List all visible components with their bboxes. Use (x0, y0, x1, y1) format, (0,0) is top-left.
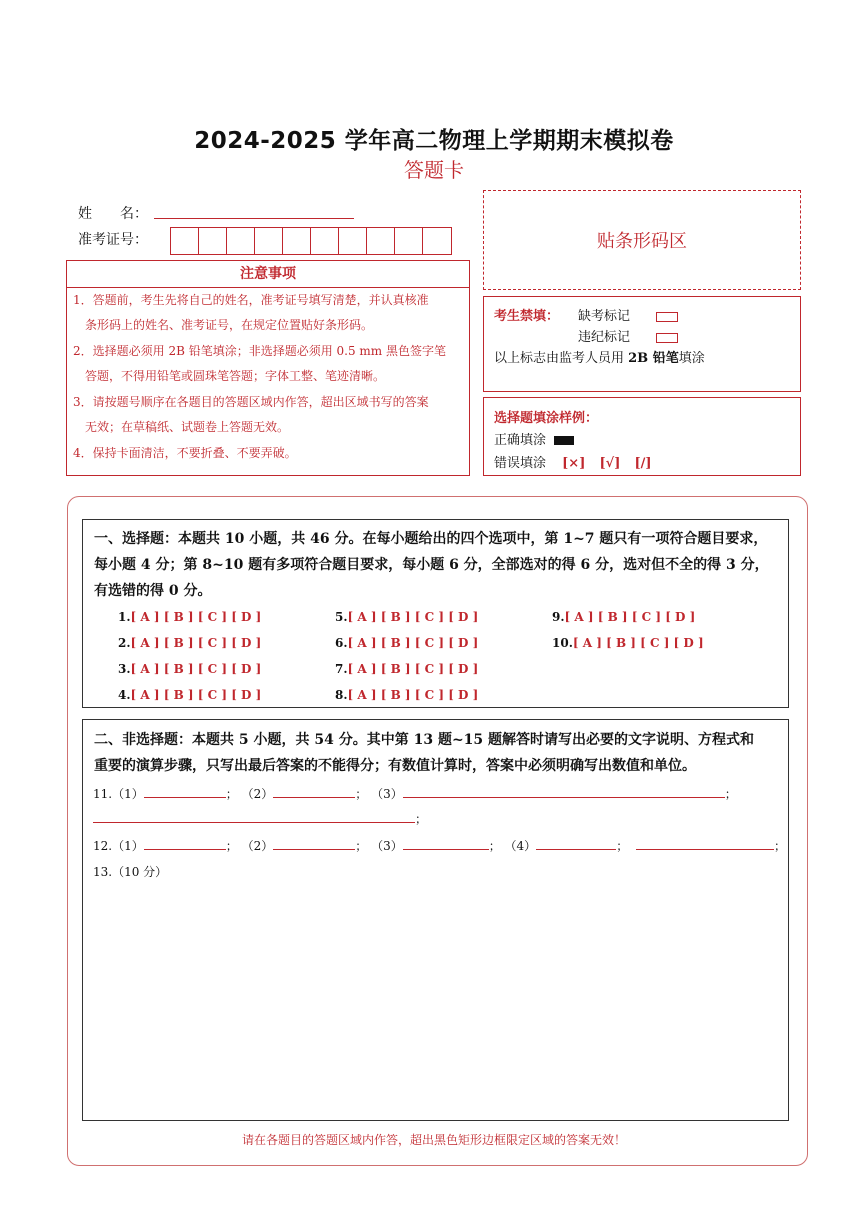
notice-item: 4．保持卡面清洁，不要折叠、不要弄破。 (73, 446, 297, 460)
answer-blank[interactable] (636, 838, 774, 850)
violation-label: 违纪标记 (578, 330, 631, 345)
choice-question-10[interactable] (552, 636, 704, 650)
answer-blank[interactable] (93, 811, 415, 823)
separator: ； (355, 839, 368, 853)
choice-options[interactable]: [ A ] [ B ] [ C ] [ D ] (130, 636, 262, 650)
wrong-fill-label: 错误填涂 (494, 456, 547, 471)
choice-options[interactable]: [ A ] [ B ] [ C ] [ D ] (130, 688, 262, 702)
section1-heading-line: 有选错的得 0 分。 (94, 583, 212, 599)
wrong-mark: [×] (562, 456, 586, 471)
separator: ； (355, 787, 368, 801)
absent-mark-box (656, 312, 678, 322)
question-number: 5. (335, 610, 348, 624)
choice-question-8[interactable] (335, 688, 478, 702)
correct-fill-label: 正确填涂 (494, 433, 547, 448)
answer-blank[interactable] (273, 838, 355, 850)
absent-label: 缺考标记 (578, 309, 631, 324)
section-choice (82, 519, 789, 708)
separator: ； (724, 787, 737, 801)
question-13-label: 13.（10 分） (93, 865, 168, 879)
wrong-mark: [√] (599, 456, 621, 471)
separator: ； (415, 812, 428, 826)
forbidden-note (494, 347, 705, 366)
id-number-boxes[interactable] (170, 227, 452, 255)
part-label: （1） (112, 839, 144, 853)
wrong-mark: [/] (634, 456, 652, 471)
id-digit-cell[interactable] (339, 228, 367, 254)
choice-options[interactable]: [ A ] [ B ] [ C ] [ D ] (130, 662, 262, 676)
page-title: 2024-2025 学年高二物理上学期期末模拟卷 (194, 128, 674, 154)
choice-question-4[interactable] (118, 688, 261, 702)
id-digit-cell[interactable] (255, 228, 283, 254)
fill-sample-label: 选择题填涂样例： (494, 411, 599, 426)
id-digit-cell[interactable] (199, 228, 227, 254)
question-number: 8. (335, 688, 348, 702)
section2-heading-line: 二、非选择题：本题共 5 小题，共 54 分。其中第 13 题~15 题解答时请写出必要的文字说明、方程式和 (94, 732, 755, 748)
barcode-area (483, 190, 801, 290)
answer-blank[interactable] (403, 838, 489, 850)
question-number: 1. (118, 610, 131, 624)
choice-question-1[interactable] (118, 610, 261, 624)
question-number: 3. (118, 662, 131, 676)
section2-heading-line: 重要的演算步骤，只写出最后答案的不能得分；有数值计算时，答案中必须明确写出数值和单位。 (94, 758, 696, 774)
choice-question-3[interactable] (118, 662, 261, 676)
id-digit-cell[interactable] (367, 228, 395, 254)
id-digit-cell[interactable] (227, 228, 255, 254)
section1-heading-line: 每小题 4 分；第 8~10 题有多项符合题目要求，每小题 6 分，全部选对的得 6 分，选对但不全的得 3 分， (94, 557, 769, 573)
notice-item: 1．答题前，考生先将自己的姓名，准考证号填写清楚，并认真核准 (73, 293, 429, 307)
choice-options[interactable]: [ A ] [ B ] [ C ] [ D ] (347, 610, 479, 624)
forbidden-label: 考生禁填： (494, 309, 560, 324)
forbidden-note-prefix: 以上标志由监考人员用 (494, 351, 629, 366)
question-13-answer-area[interactable] (93, 886, 779, 1112)
footer-warning: 请在各题目的答题区域内作答，超出黑色矩形边框限定区域的答案无效！ (241, 1133, 626, 1147)
name-field[interactable] (154, 218, 354, 219)
question-number: 6. (335, 636, 348, 650)
choice-question-7[interactable] (335, 662, 478, 676)
notice-item: 无效；在草稿纸、试题卷上答题无效。 (73, 420, 290, 434)
separator: ； (225, 787, 238, 801)
choice-question-6[interactable] (335, 636, 478, 650)
choice-options[interactable]: [ A ] [ B ] [ C ] [ D ] (347, 662, 479, 676)
part-label: （3） (371, 787, 403, 801)
notice-box (66, 260, 470, 476)
fill-sample-box (483, 397, 801, 476)
separator: ； (488, 839, 501, 853)
forbidden-note-suffix: 填涂 (678, 351, 705, 366)
answer-blank[interactable] (273, 786, 355, 798)
id-label: 准考证号： (78, 232, 148, 248)
choice-options[interactable]: [ A ] [ B ] [ C ] [ D ] (564, 610, 696, 624)
barcode-label: 贴条形码区 (597, 231, 687, 252)
answer-blank[interactable] (144, 838, 226, 850)
forbidden-note-bold: 2B 铅笔 (628, 351, 679, 366)
correct-fill-sample (554, 436, 574, 445)
choice-question-5[interactable] (335, 610, 478, 624)
notice-item: 2．选择题必须用 2B 铅笔填涂；非选择题必须用 0.5 mm 黑色签字笔 (73, 344, 447, 358)
notice-heading: 注意事项 (67, 261, 469, 288)
choice-options[interactable]: [ A ] [ B ] [ C ] [ D ] (572, 636, 704, 650)
question-12 (93, 837, 786, 854)
question-number: 4. (118, 688, 131, 702)
separator: ； (616, 839, 629, 853)
notice-item: 3．请按题号顺序在各题目的答题区域内作答，超出区域书写的答案 (73, 395, 429, 409)
separator: ； (225, 839, 238, 853)
answer-blank[interactable] (536, 838, 616, 850)
id-digit-cell[interactable] (311, 228, 339, 254)
part-label: （4） (504, 839, 537, 853)
page-subtitle: 答题卡 (404, 158, 464, 182)
choice-options[interactable]: [ A ] [ B ] [ C ] [ D ] (130, 610, 262, 624)
section1-heading-line: 一、选择题：本题共 10 小题，共 46 分。在每小题给出的四个选项中，第 1~7 题只有一项符合题目要求， (94, 531, 768, 547)
question-number: 11. (93, 787, 113, 801)
id-digit-cell[interactable] (283, 228, 311, 254)
notice-item: 答题，不得用铅笔或圆珠笔答题；字体工整、笔迹清晰。 (73, 369, 386, 383)
examiner-marks-box (483, 296, 801, 392)
part-label: （2） (241, 787, 274, 801)
question-number: 9. (552, 610, 565, 624)
section-non-choice (82, 719, 789, 1121)
question-number: 12. (93, 839, 113, 853)
choice-question-9[interactable] (552, 610, 695, 624)
part-label: （1） (112, 787, 144, 801)
choice-options[interactable]: [ A ] [ B ] [ C ] [ D ] (347, 636, 479, 650)
separator: ； (774, 839, 787, 853)
id-digit-cell[interactable] (423, 228, 451, 254)
answer-blank[interactable] (403, 786, 725, 798)
answer-blank[interactable] (144, 786, 226, 798)
question-11-continued (93, 810, 427, 827)
part-label: （3） (371, 839, 403, 853)
question-number: 7. (335, 662, 348, 676)
id-digit-cell[interactable] (395, 228, 423, 254)
question-number: 10. (552, 636, 573, 650)
name-label: 姓 名： (78, 206, 148, 222)
part-label: （2） (241, 839, 274, 853)
question-11 (93, 785, 737, 802)
question-number: 2. (118, 636, 131, 650)
violation-mark-box (656, 333, 678, 343)
choice-question-2[interactable] (118, 636, 261, 650)
notice-item: 条形码上的姓名、准考证号，在规定位置贴好条形码。 (73, 318, 374, 332)
id-digit-cell[interactable] (171, 228, 199, 254)
choice-options[interactable]: [ A ] [ B ] [ C ] [ D ] (347, 688, 479, 702)
